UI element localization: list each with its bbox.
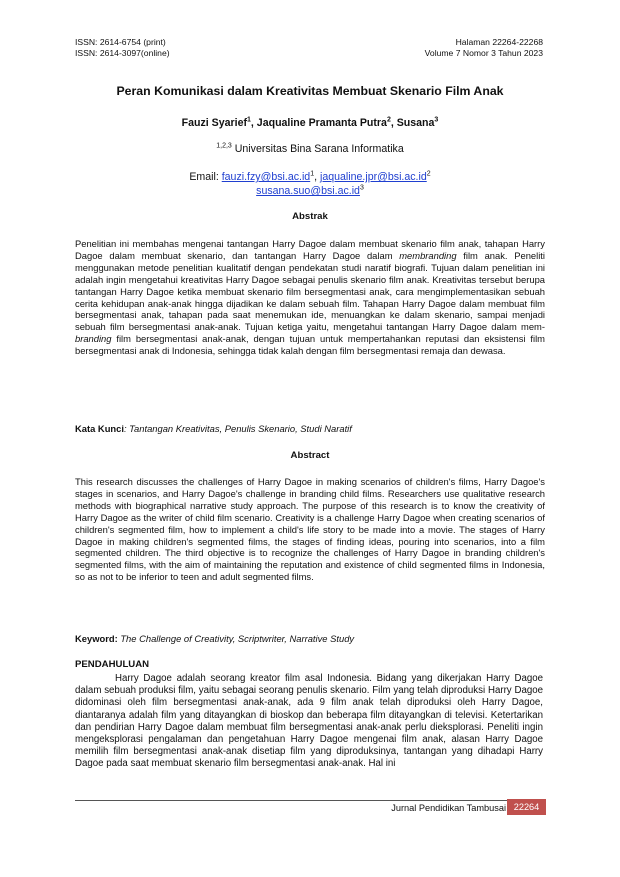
footer-page-number: 22264	[507, 799, 546, 815]
header-issn	[75, 37, 170, 59]
author-list	[0, 117, 620, 129]
author-1-sup: 1	[247, 116, 251, 124]
author-3: , Susana	[390, 117, 435, 129]
affiliation-text: Universitas Bina Sarana Informatika	[231, 143, 404, 155]
abstrak-part-1: Penelitian ini membahas mengenai tantangan Harry Dagoe dalam membuat skenario film anak, tahapan Harry Dagoe dalam membuat skenario, dan tantangan Harry Dagoe dalam	[75, 238, 545, 261]
volume-info: Volume 7 Nomor 3 Tahun 2023	[424, 48, 543, 58]
keyword-text: The Challenge of Creativity, Scriptwriter, Narrative Study	[117, 633, 355, 644]
abstrak-italic-2: branding	[75, 333, 112, 345]
email-1-sup: 1	[310, 170, 315, 178]
email-link-2[interactable]: jaqualine.jpr@bsi.ac.id	[320, 171, 427, 183]
paper-title: Peran Komunikasi dalam Kreativitas Membuat Skenario Film Anak	[116, 84, 504, 98]
abstrak-part-2: film anak. Peneliti menggunakan metode penelitian kualitatif dengan pendekatan studi naratif biografi. Tujuan dalam penelitian ini adalah ingin mengetahui kreativitas Harry Dagoe sebagai penulis skenario film anak. Kreativitas tersebut berupa tantangan Harry Dagoe ketika membuat skenario film bersegmentasi anak, cara mengimplementasikan sebuah cerita kehidupan anak-anak hingga dijadikan ke dalam sebuah film. Tahapan Harry Dagoe dalam membuat film bersegmentasi anak, tahapan pada saat menemukan ide, menuangkan ke dalam skenario, sampai menjadi sebuah film bersegmentasi anak-anak. Tujuan ketiga yaitu, mengetahui tantangan Harry Dagoe dalam mem-	[75, 249, 545, 333]
abstrak-text	[75, 238, 545, 357]
header-volume	[425, 37, 543, 59]
email-link-3[interactable]: susana.suo@bsi.ac.id	[256, 185, 360, 197]
email-block	[0, 170, 620, 198]
keyword-label: Keyword:	[75, 633, 118, 644]
section-heading-pendahuluan: PENDAHULUAN	[75, 659, 150, 670]
email-3-sup: 3	[359, 184, 364, 192]
pendahuluan-text: Harry Dagoe adalah seorang kreator film asal Indonesia. Bidang yang dikerjakan Harry Dagoe dalam sebuah produksi film, yaitu sebagai seorang penulis skenario. Film yang telah diproduksi Harry Dagoe didominasi oleh film bersegmentasi anak-anak, ada 9 film anak telah diproduksi oleh Harry Dagoe, diantaranya adalah film yang ditayangkan di bioskop dan beberapa film ditayangkan di televisi. Ketertarikan dan pendirian Harry Dagoe dalam membuat film bersegmentasi anak-anak perlu dieksplorasi. Peneliti ingin mengeksplorasi pengalaman dan pengetahuan Harry Dagoe mengenai film anak, alasan Harry Dagoe memilih film bersegmentasi anak-anak disetiap film yang diproduksinya, tantangan yang dihadapi Harry Dagoe pada saat membuat skenario film bersegmentasi anak-anak. Hal ini	[75, 673, 543, 770]
affiliation	[0, 143, 620, 155]
author-1: Fauzi Syarief	[181, 117, 248, 129]
issn-online: ISSN: 2614-3097(online)	[75, 48, 170, 58]
author-2: , Jaqualine Pramanta Putra	[250, 117, 387, 129]
kata-kunci-label: Kata Kunci	[75, 423, 124, 434]
author-2-sup: 2	[386, 116, 391, 124]
abstract-text: This research discusses the challenges of Harry Dagoe in making scenarios of children's films, Harry Dagoe's stages in scenarios, and Harry Dagoe's challenge in branding child films. Researchers use qualitative research methods with biographical narrative study approach. The purpose of this research is to know the creativity of Harry Dagoe as the writer of child film scenario. Creativity is a challenge Harry Dagoe when creating scenarios of children's segmented film, how to implement a child's life story to be made into a movie. The stages of Harry Dagoe in making children's segmented films, the stages of finding ideas, pouring into scenarios, into a film segmented children. The third objective is to recognize the challenges of Harry Dagoe in branding children's segmented films, with the aim of maintaining the reputation and existence of child segmented films in Indonesia, so as not to be inferior to teen and adult segmented films.	[75, 476, 545, 583]
abstrak-italic-1: membranding	[399, 249, 457, 261]
author-3-sup: 3	[434, 116, 439, 124]
abstrak-heading: Abstrak	[292, 211, 328, 222]
issn-print: ISSN: 2614-6754 (print)	[75, 37, 166, 47]
footer-journal-name: Jurnal Pendidikan Tambusai	[391, 803, 506, 813]
email-label: Email:	[189, 171, 222, 183]
email-sep: ,	[314, 171, 320, 183]
kata-kunci	[75, 423, 545, 434]
page-range: Halaman 22264-22268	[455, 37, 543, 47]
footer-rule	[75, 800, 546, 801]
email-2-sup: 2	[426, 170, 431, 178]
email-link-1[interactable]: fauzi.fzy@bsi.ac.id	[221, 171, 311, 183]
abstrak-part-3: film bersegmentasi anak-anak, dengan tujuan untuk mempertahankan reputasi dan eksistensi film bersegmentasi anak di Indonesia, sehingga tidak kalah dengan film bersegmentasi remaja dan dewasa.	[75, 333, 545, 357]
kata-kunci-text: : Tantangan Kreativitas, Penulis Skenario, Studi Naratif	[123, 423, 352, 434]
keyword-line	[75, 633, 545, 644]
abstract-heading: Abstract	[290, 450, 330, 461]
affiliation-sup: 1,2,3	[216, 142, 232, 150]
